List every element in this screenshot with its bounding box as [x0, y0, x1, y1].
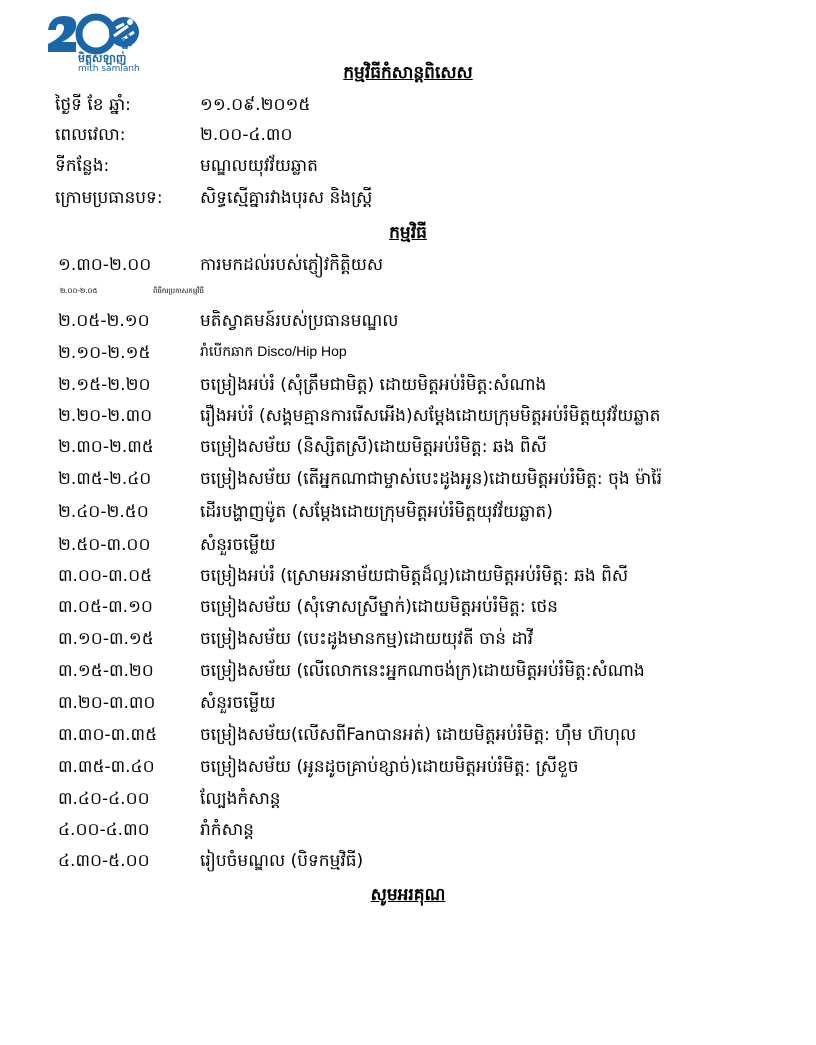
info-location-label: ទីកន្លែង: — [55, 156, 110, 176]
schedule-row — [0, 254, 816, 284]
schedule-time: ២.០៥-២.១០ — [58, 311, 150, 331]
schedule-time: ២.២០-២.៣០ — [58, 406, 153, 426]
schedule-row — [0, 724, 816, 754]
schedule-time: ៤.៣០-៥.០០ — [58, 851, 150, 871]
schedule-desc: មតិស្វាគមន៍របស់ប្រធានមណ្ឌល — [200, 311, 399, 331]
schedule-row — [0, 405, 816, 435]
schedule-desc: ចម្រៀងសម័យ(លើសពីFanបានអត់) ដោយមិត្តអប់រំមិត្ត: ហ៊ឹម ហ៊ហុល — [200, 725, 637, 745]
info-theme-label: ក្រោមប្រធានបទ: — [55, 188, 163, 208]
schedule-desc: សំនួរចម្លើយ — [200, 535, 276, 555]
schedule-desc: រាំបើកឆាក Disco/Hip Hop — [200, 343, 347, 359]
schedule-row — [0, 534, 816, 564]
schedule-row — [0, 788, 816, 818]
document-title: កម្មវិធីកំសាន្តពិសេស — [343, 63, 473, 83]
schedule-time: ២.៤០-២.៥០ — [58, 502, 149, 522]
schedule-time: ២.៣០-២.៣៥ — [58, 437, 154, 457]
schedule-desc: រាំកំសាន្ត — [200, 820, 254, 840]
schedule-desc: ដើរបង្ហាញម៉ូត (សម្តែងដោយក្រុមមិត្តអប់រំមិត្តយុវវ័យឆ្លាត) — [200, 502, 553, 522]
schedule-desc: រៀបចំមណ្ឌល (បិទកម្មវិធី) — [200, 851, 364, 871]
schedule-desc: ពិធីករប្រកាសកម្មវិធី — [153, 287, 204, 295]
schedule-row — [0, 436, 816, 466]
schedule-row — [0, 628, 816, 658]
schedule-desc: ចម្រៀងសម័យ (និស្សិតស្រី)ដោយមិត្តអប់រំមិត្ត: ឆង ពិសី — [200, 437, 547, 457]
schedule-desc: ចម្រៀងសម័យ (សុំទោសស្រីម្នាក់)ដោយមិត្តអប់រំមិត្ត: ថេន — [200, 597, 558, 617]
schedule-row — [0, 468, 816, 498]
logo-brand-latin: mith samlanh — [78, 64, 140, 74]
info-time-label: ពេលវេលា: — [55, 125, 126, 145]
schedule-desc: ការមកដល់របស់ភ្ញៀវកិត្តិយស — [200, 255, 384, 275]
info-date-label: ថ្ងៃទី ខែ ឆ្នាំ: — [55, 95, 131, 115]
schedule-row — [0, 501, 816, 531]
schedule-time: ៤.០០-៤.៣០ — [58, 820, 150, 840]
schedule-desc: ចម្រៀងសម័យ (លើលោកនេះអ្នកណាចង់ក្រ)ដោយមិត្តអប់រំមិត្ត:សំណាង — [200, 661, 645, 681]
logo-year-word: ឆ្នាំ — [121, 35, 133, 49]
schedule-time: ៣.១០-៣.១៥ — [58, 629, 154, 649]
schedule-time: ៣.៤០-៤.០០ — [58, 789, 150, 809]
schedule-desc: ល្បែងកំសាន្ត — [200, 789, 281, 809]
thank-you-text: សូមអរគុណ — [370, 885, 446, 905]
schedule-time: ២.០០-២.០៥ — [60, 287, 98, 295]
schedule-desc: រឿងអប់រំ (សង្គមគ្មានការរើសអើង)សម្តែងដោយក្រុមមិត្តអប់រំមិត្តយុវវ័យឆ្លាត — [200, 406, 661, 426]
schedule-row — [0, 692, 816, 722]
schedule-row — [0, 596, 816, 626]
info-location-value: មណ្ឌលយុវវ័យឆ្លាត — [200, 156, 318, 176]
schedule-time: ៣.០០-៣.០៥ — [58, 566, 153, 586]
info-theme-value: សិទ្ធស្មើគ្នារវាងបុរស និងស្ត្រី — [200, 188, 373, 208]
schedule-desc: ចម្រៀងសម័យ (បេះដូងមានកម្ម)ដោយយុវតី ចាន់ ដាវី — [200, 629, 534, 649]
logo-brand-khmer: មិត្តសំឡាញ់ — [78, 52, 127, 65]
schedule-desc: ចម្រៀងសម័យ (អូនដូចគ្រាប់ខ្សាច់)ដោយមិត្តអប់រំមិត្ត: ស្រីខួច — [200, 757, 579, 777]
schedule-row — [0, 565, 816, 595]
schedule-row — [0, 374, 816, 404]
schedule-time: ៣.០៥-៣.១០ — [58, 597, 153, 617]
schedule-time: ៣.២០-៣.៣០ — [58, 693, 156, 713]
schedule-time: ៣.៣០-៣.៣៥ — [58, 725, 158, 745]
schedule-row — [0, 756, 816, 786]
program-heading: កម្មវិធី — [389, 223, 427, 243]
schedule-row — [0, 342, 816, 372]
schedule-row — [0, 850, 816, 880]
schedule-time: ២.៣៥-២.៤០ — [58, 469, 152, 489]
schedule-time: ២.១០-២.១៥ — [58, 343, 151, 363]
schedule-desc: សំនួរចម្លើយ — [200, 693, 276, 713]
schedule-time: ១.៣០-២.០០ — [58, 255, 152, 275]
schedule-time: ២.៥០-៣.០០ — [58, 535, 151, 555]
schedule-desc: ចម្រៀងអប់រំ (ស្រោមអនាម័យជាមិត្តដ៏ល្អ)ដោយមិត្តអប់រំមិត្ត: ឆង ពិសី — [200, 566, 629, 586]
schedule-row — [0, 660, 816, 690]
schedule-desc: ចម្រៀងអប់រំ (សុំត្រឹមជាមិត្ត) ដោយមិត្តអប់រំមិត្ត:សំណាង — [200, 375, 547, 395]
schedule-time: ៣.៣៥-៣.៤០ — [58, 757, 155, 777]
schedule-row — [0, 819, 816, 849]
info-time-value: ២.០០-៤.៣០ — [200, 125, 293, 145]
schedule-desc: ចម្រៀងសម័យ (តើអ្នកណាជាម្ចាស់បេះដូងអូន)ដោយមិត្តអប់រំមិត្ត: ចុង ម៉ារ៉ៃ — [200, 469, 663, 489]
info-date-value: ១១.០៩.២០១៥ — [200, 95, 311, 115]
schedule-time: ៣.១៥-៣.២០ — [58, 661, 154, 681]
schedule-row — [0, 310, 816, 340]
schedule-time: ២.១៥-២.២០ — [58, 375, 151, 395]
